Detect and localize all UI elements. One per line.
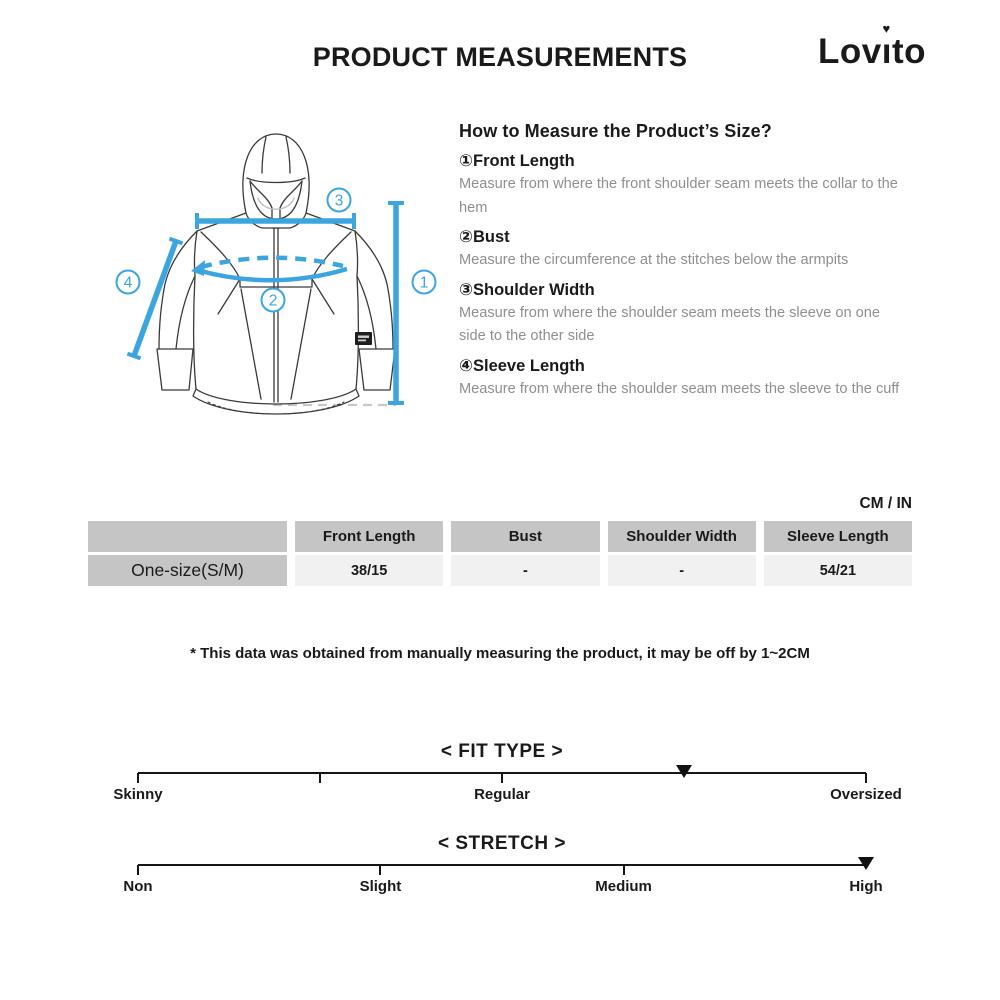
- heart-icon: ♥: [882, 21, 891, 36]
- jacket-measurement-diagram: [100, 118, 460, 428]
- scale-tick: [137, 773, 139, 783]
- jacket-line-art: [157, 134, 395, 414]
- measure-desc-sleeve-length: Measure from where the shoulder seam meets the sleeve to the cuff: [459, 380, 900, 397]
- table-row-size-label: One-size(S/M): [88, 555, 287, 586]
- circled-4-icon: ④: [459, 356, 473, 375]
- item-label-text: Front Length: [472, 152, 575, 170]
- logo-letter-i: ı ♥: [881, 21, 892, 71]
- logo-text-post: to: [891, 32, 926, 71]
- fit-type-labels: [113, 786, 902, 806]
- scale-tick: [379, 865, 381, 875]
- scale-tick: [501, 773, 503, 783]
- scale-label: Slight: [359, 878, 402, 895]
- measurement-disclaimer: * This data was obtained from manually measuring the product, it may be off by 1~2CM: [190, 645, 810, 662]
- table-header-shoulder-width: Shoulder Width: [608, 521, 756, 552]
- measure-item-front-length: [459, 150, 909, 173]
- table-cell-bust: -: [451, 555, 599, 586]
- fit-type-title: < FIT TYPE >: [440, 741, 564, 762]
- scale-label: Oversized: [830, 786, 902, 803]
- table-cell-front-length: 38/15: [295, 555, 443, 586]
- size-table: [88, 521, 912, 586]
- scale-tick: [623, 865, 625, 875]
- logo-text-pre: Lov: [817, 32, 882, 71]
- stretch-axis: [138, 864, 866, 866]
- table-header-front-length: Front Length: [295, 521, 443, 552]
- brand-label-patch: [355, 332, 372, 345]
- badge-front-length: 1: [419, 274, 429, 292]
- item-label-text: Shoulder Width: [472, 280, 595, 299]
- measure-desc-bust: Measure the circumference at the stitches below the armpits: [459, 252, 849, 268]
- table-cell-shoulder-width: -: [608, 555, 756, 586]
- scale-tick: [137, 865, 139, 875]
- how-to-measure-section: [459, 119, 909, 403]
- circled-1-icon: ①: [459, 152, 473, 170]
- measure-item-shoulder-width: [459, 279, 909, 302]
- badge-bust: 2: [268, 292, 278, 310]
- measure-desc-shoulder-width: Measure from where the shoulder seam meets the sleeve on one side to the other side: [459, 304, 881, 344]
- scale-label: High: [849, 878, 883, 895]
- item-label-text: Sleeve Length: [472, 356, 585, 375]
- stretch-labels: [123, 878, 883, 898]
- how-to-heading: How to Measure the Product’s Size?: [459, 121, 772, 141]
- table-header-empty: [88, 521, 287, 552]
- scale-label: Skinny: [113, 786, 163, 803]
- fit-type-axis: [138, 772, 866, 774]
- table-header-bust: Bust: [451, 521, 599, 552]
- scale-label: Non: [123, 878, 153, 895]
- circled-3-icon: ③: [459, 280, 473, 299]
- badge-sleeve-length: 4: [123, 274, 133, 292]
- measure-desc-front-length: Measure from where the front shoulder seam meets the collar to the hem: [459, 176, 898, 216]
- table-cell-sleeve-length: 54/21: [764, 555, 912, 586]
- unit-label: CM / IN: [859, 495, 912, 512]
- measure-item-sleeve-length: [459, 355, 909, 378]
- table-header-sleeve-length: Sleeve Length: [764, 521, 912, 552]
- stretch-scale: [123, 833, 883, 898]
- measure-item-bust: [459, 226, 909, 249]
- stretch-title: < STRETCH >: [438, 833, 566, 854]
- scale-tick: [865, 773, 867, 783]
- circled-2-icon: ②: [459, 228, 473, 246]
- lovito-logo: [817, 21, 926, 72]
- fit-type-scale: [113, 741, 902, 806]
- scale-label: Medium: [595, 878, 652, 895]
- scale-tick: [319, 773, 321, 783]
- scale-marker-triangle-icon: [676, 765, 692, 778]
- item-label-text: Bust: [472, 228, 510, 246]
- badge-shoulder-width: 3: [334, 192, 344, 210]
- page-title: PRODUCT MEASUREMENTS: [312, 42, 688, 72]
- sleeve-length-measure-line: [134, 241, 176, 356]
- scale-label: Regular: [474, 786, 530, 803]
- scale-marker-triangle-icon: [858, 857, 874, 870]
